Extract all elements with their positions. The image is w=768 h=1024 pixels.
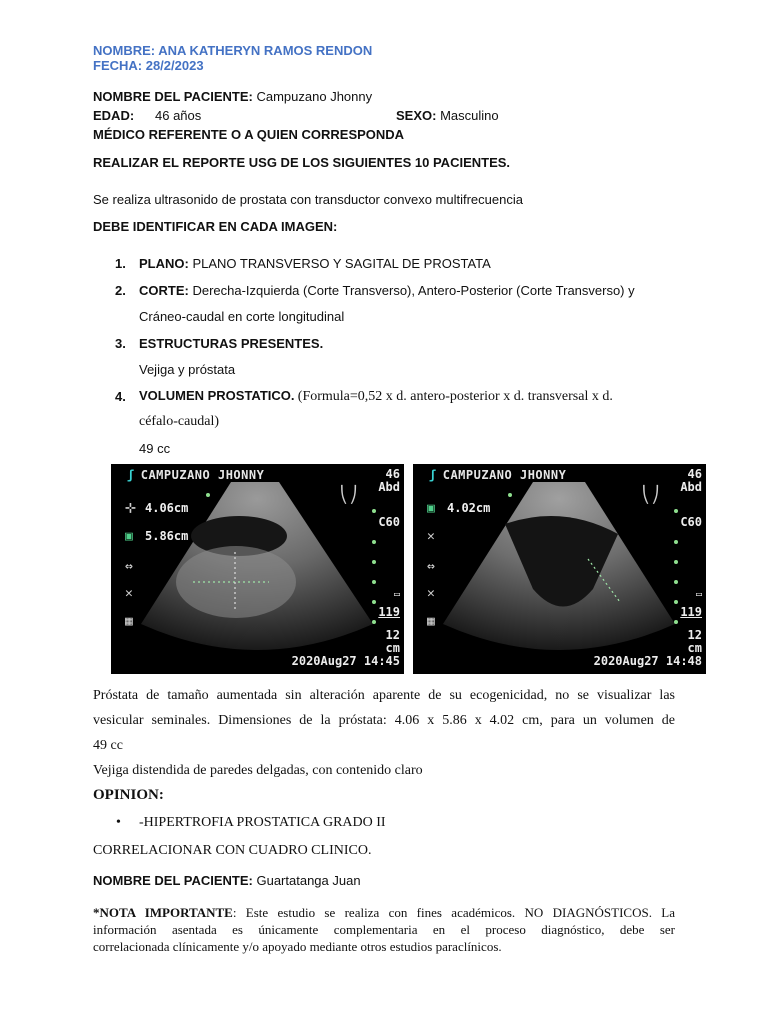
image-right-labels [680,468,702,494]
list-item [139,256,491,271]
referrer: MÉDICO REFERENTE O A QUIEN CORRESPONDA [93,127,405,142]
svg-text:⎝⎠: ⎝⎠ [339,485,359,504]
sex-label: SEXO: [396,108,437,123]
item-text-continued: Vejiga y próstata [139,362,236,377]
image-right-labels [378,468,400,494]
frame-rate-label: 46 [385,467,400,481]
opinion-diagnosis: -HIPERTROFIA PROSTATICA GRADO II [139,815,386,830]
sex-value: Masculino [440,108,499,123]
depth-value [386,629,400,655]
machine-logo-icon: ʃ [429,468,437,482]
item-text: PLANO TRANSVERSO Y SAGITAL DE PROSTATA [192,256,491,271]
opinion-title: OPINION: [93,787,164,803]
preset-label: Abd [680,480,702,494]
task-title: REALIZAR EL REPORTE USG DE LOS SIGUIENTES 10 PACIENTES. [93,155,511,170]
next-patient-value: Guartatanga Juan [256,873,361,888]
gain-value: 119 [378,605,400,619]
note-line-3: correlacionada clínicamente y/o apoyado mediante otros estudios paraclínicos. [93,939,502,954]
intro-text: Se realiza ultrasonido de prostata con transductor convexo multifrecuencia [93,192,523,207]
note-line-2: información asentada es únicamente complementaria en el proceso diagnóstico, debe ser [93,922,675,937]
gain-value: 119 [680,605,702,619]
patient-name-label: NOMBRE DEL PACIENTE: [93,89,253,104]
measurement-value: 4.02cm [447,501,491,515]
cross-marker-icon: ✕ [427,529,435,544]
ultrasound-scan-graphic [111,464,404,674]
calculator-icon: ▦ [125,614,133,629]
image-timestamp: 2020Aug27 14:48 [593,654,702,668]
depth-value [688,629,702,655]
item-text: (Formula=0,52 x d. antero-posterior x d. transversal x d. [297,389,613,404]
list-item [139,283,635,298]
sex-row [396,108,499,123]
note-line-1 [93,904,675,921]
measurement-value: 4.06cm [145,501,189,515]
preset-label: Abd [378,480,400,494]
report-date: FECHA: 28/2/2023 [93,58,204,73]
image-header [429,468,566,482]
age-label: EDAD: [93,108,135,123]
bullet-icon: • [116,815,121,830]
measurement-value: 5.86cm [145,529,189,543]
item-number: 4. [115,389,126,404]
square-marker-icon: ▣ [427,501,435,516]
patient-name-value: Campuzano Jhonny [256,89,373,104]
item-label: ESTRUCTURAS PRESENTES. [139,336,324,351]
item-label: CORTE: [139,283,189,298]
ultrasound-image-sagittal [413,464,706,674]
ultrasound-scan-graphic [413,464,706,674]
item-number: 2. [115,283,126,298]
note-text: : Este estudio se realiza con fines académicos. NO DIAGNÓSTICOS. La [232,905,675,920]
delete-icon: ✕ [427,586,435,601]
item-text: Derecha-Izquierda (Corte Transverso), Antero-Posterior (Corte Transverso) y [192,283,635,298]
image-timestamp: 2020Aug27 14:45 [291,654,400,668]
list-item [139,388,613,405]
note-label: *NOTA IMPORTANTE [93,905,233,920]
identify-title: DEBE IDENTIFICAR EN CADA IMAGEN: [93,219,338,234]
svg-text:⎝⎠: ⎝⎠ [641,485,661,504]
square-marker-icon: ▣ [125,529,133,544]
patient-name-row [93,89,372,104]
prostate-finding-line-1: Próstata de tamaño aumentada sin alteración aparente de su ecogenicidad, no se visualizar las [93,688,675,703]
item-number: 1. [115,256,126,271]
correlate-text: CORRELACIONAR CON CUADRO CLINICO. [93,843,372,858]
delete-icon: ✕ [125,586,133,601]
item-label: PLANO: [139,256,189,271]
author-name: NOMBRE: ANA KATHERYN RAMOS RENDON [93,43,373,58]
item-label: VOLUMEN PROSTATICO. [139,388,295,403]
probe-label: C60 [680,515,702,529]
image-header [127,468,264,482]
depth-number: 12 [385,628,400,642]
depth-number: 12 [687,628,702,642]
item-text-continued: Cráneo-caudal en corte longitudinal [139,309,345,324]
machine-logo-icon: ʃ [127,468,135,482]
image-patient-name: CAMPUZANO JHONNY [442,468,567,482]
tools-icon: ⇔ [125,559,133,574]
next-patient-row [93,873,361,888]
prostate-volume: 49 cc [93,738,123,753]
prostate-finding-line-2: vesicular seminales. Dimensiones de la próstata: 4.06 x 5.86 x 4.02 cm, para un volumen de [93,713,675,728]
item-number: 3. [115,336,126,351]
battery-icon: ▭ [695,589,702,600]
depth-unit: cm [687,641,702,655]
bladder-finding: Vejiga distendida de paredes delgadas, con contenido claro [93,763,423,778]
battery-icon: ▭ [393,589,400,600]
volume-value: 49 cc [139,441,171,456]
calculator-icon: ▦ [427,614,435,629]
tools-icon: ⇔ [427,559,435,574]
probe-label: C60 [378,515,400,529]
image-patient-name: CAMPUZANO JHONNY [140,468,265,482]
item-text-continued: céfalo-caudal) [139,414,220,429]
next-patient-label: NOMBRE DEL PACIENTE: [93,873,253,888]
ultrasound-image-transverse [111,464,404,674]
frame-rate-label: 46 [687,467,702,481]
age-value: 46 años [155,108,202,123]
depth-unit: cm [385,641,400,655]
cross-marker-icon: ⊹ [125,501,136,516]
